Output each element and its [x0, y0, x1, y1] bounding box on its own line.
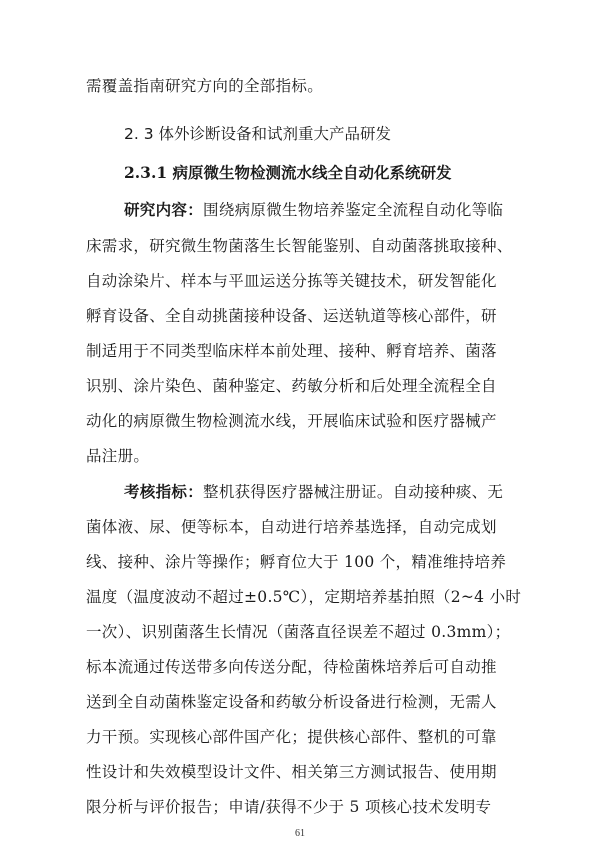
assessment-line: 限分析与评价报告；申请/获得不少于 5 项核心技术发明专 [86, 798, 492, 816]
research-content-first-line [124, 200, 503, 220]
research-content-line: 制适用于不同类型临床样本前处理、接种、孵育培养、菌落 [86, 342, 497, 360]
intro-line: 需覆盖指南研究方向的全部指标。 [86, 77, 324, 95]
assessment-line: 菌体液、尿、便等标本，自动进行培养基选择，自动完成划 [86, 518, 497, 536]
section-heading: 2. 3 体外诊断设备和试剂重大产品研发 [124, 125, 392, 143]
assessment-first-line [124, 482, 503, 502]
assessment-line: 整机获得医疗器械注册证。自动接种痰、无 [203, 483, 504, 501]
research-content-line: 孵育设备、全自动挑菌接种设备、运送轨道等核心部件，研 [86, 307, 497, 325]
assessment-line: 送到全自动菌株鉴定设备和药敏分析设备进行检测，无需人 [86, 693, 497, 711]
assessment-line: 标本流通过传送带多向传送分配，待检菌株培养后可自动推 [86, 658, 497, 676]
subsection-heading: 2.3.1 病原微生物检测流水线全自动化系统研发 [124, 163, 452, 182]
page-number: 61 [295, 828, 305, 839]
assessment-line: 性设计和失效模型设计文件、相关第三方测试报告、使用期 [86, 763, 497, 781]
research-content-line: 床需求，研究微生物菌落生长智能鉴别、自动菌落挑取接种、 [86, 237, 513, 255]
research-content-line: 围绕病原微生物培养鉴定全流程自动化等临 [203, 201, 504, 219]
research-content-line: 自动涂染片、样本与平皿运送分拣等关键技术，研发智能化 [86, 272, 497, 290]
research-content-label: 研究内容： [124, 200, 204, 219]
assessment-line: 力干预。实现核心部件国产化；提供核心部件、整机的可靠 [86, 728, 497, 746]
assessment-line: 一次）、识别菌落生长情况（菌落直径误差不超过 0.3mm）； [86, 623, 511, 641]
research-content-line: 识别、涂片染色、菌种鉴定、药敏分析和后处理全流程全自 [86, 377, 497, 395]
research-content-line: 品注册。 [86, 447, 150, 465]
assessment-label: 考核指标： [124, 482, 204, 501]
assessment-line: 线、接种、涂片等操作；孵育位大于 100 个，精准维持培养 [86, 553, 507, 571]
research-content-line: 动化的病原微生物检测流水线，开展临床试验和医疗器械产 [86, 412, 497, 430]
assessment-line: 温度（温度波动不超过±0.5℃），定期培养基拍照（2~4 小时 [86, 588, 522, 606]
